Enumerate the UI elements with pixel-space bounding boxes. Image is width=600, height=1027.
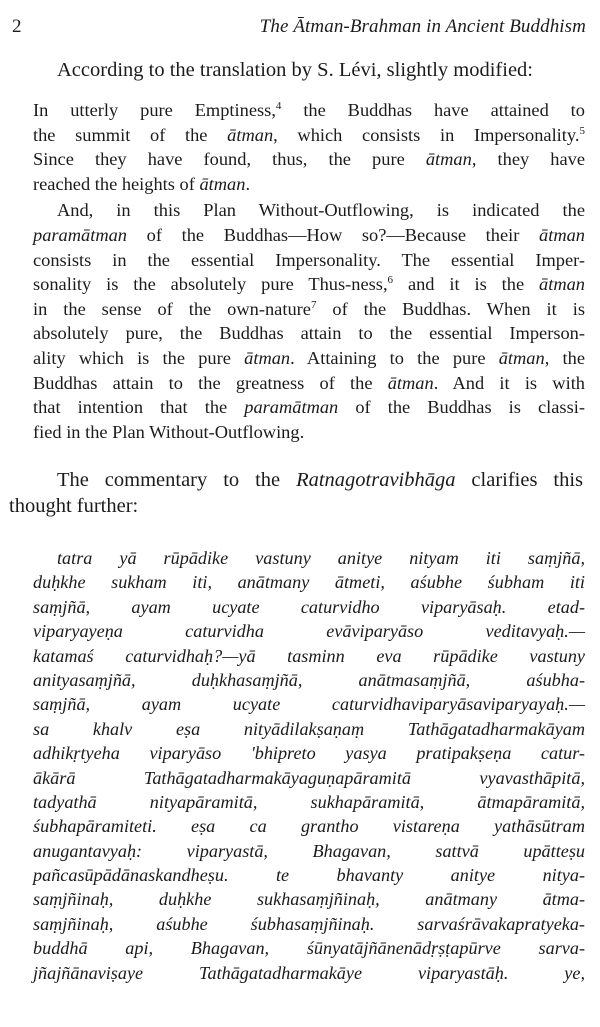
quote-paragraph-2 [33, 198, 585, 444]
intro-sentence: According to the translation by S. Lévi, slightly modified: [57, 59, 533, 81]
translation-quote [33, 98, 585, 446]
running-head [12, 14, 586, 40]
sanskrit-line: saṃjñinaḥ, aśubhe śubhasaṃjñinaḥ. sarvaśrāvakapratyeka- [33, 913, 585, 934]
footnote-marker[interactable]: 7 [310, 298, 317, 311]
text-line: the summit of the ātman, which consists in Impersonality.$^5$ [33, 124, 585, 145]
footnote-marker[interactable]: 5 [579, 124, 585, 137]
sanskrit-line: adhikṛtyeha viparyāso 'bhipreto yasya pratipakṣeṇa catur- [33, 743, 585, 764]
sanskrit-line: jñajñānaviṣaye Tathāgatadharmakāye viparyastāḥ. ye, [33, 962, 585, 983]
sanskrit-line: tatra yā rūpādike vastuny anitye nityam iti saṃjñā, [57, 548, 585, 568]
text-line: thought further: [9, 495, 139, 517]
text-line: ality which is the pure ātman. Attaining to the pure ātman, the [33, 347, 585, 368]
sanskrit-quotation [33, 546, 585, 985]
text-line: paramātman of the Buddhas—How so?—Because their ātman [33, 224, 585, 245]
sanskrit-line: tadyathā nityapāramitā, sukhapāramitā, ātmapāramitā, [33, 791, 585, 812]
quote-paragraph-1 [33, 98, 585, 196]
sanskrit-line: anugantavyaḥ: viparyastā, Bhagavan, sattvā upātteṣu [33, 840, 585, 861]
text-line: sonality is the absolutely pure Thus-ness,$^6$ and it is the ātman [33, 274, 585, 295]
text-line: that intention that the paramātman of the Buddhas is classi- [33, 397, 585, 418]
sanskrit-line: anityasaṃjñā, duḥkhasaṃjñā, anātmasaṃjñā, aśubha- [33, 669, 585, 690]
text-line: in the sense of the own-nature$^7$ of the Buddhas. When it is [33, 298, 585, 319]
sanskrit-line: buddhā api, Bhagavan, śūnyatājñānenādṛṣṭapūrve sarva- [33, 938, 585, 959]
running-title: The Ātman-Brahman in Ancient Buddhism [259, 16, 586, 37]
text-line: The commentary to the Ratnagotravibhāga clarifies this [57, 469, 583, 491]
text-line: Since they have found, thus, the pure ātman, they have [33, 149, 586, 170]
sanskrit-line: pañcasūpādānaskandheṣu. te bhavanty anitye nitya- [33, 865, 585, 886]
sanskrit-line: katamaś caturvidhaḥ?—yā tasminn eva rūpādike vastuny [33, 645, 585, 666]
sanskrit-line: saṃjñā, ayam ucyate caturvidhaviparyāsaviparyayaḥ.— [33, 694, 585, 715]
footnote-marker[interactable]: 6 [387, 274, 394, 287]
sanskrit-line: sa khalv eṣa nityādilakṣaṇaṃ Tathāgatadharmakāyam [33, 718, 585, 739]
text-line: fied in the Plan Without-Outflowing. [33, 421, 305, 442]
sanskrit-line: duḥkhe sukham iti, anātmany ātmeti, aśubhe śubham iti [33, 572, 585, 593]
text-line: absolutely pure, the Buddhas attain to the essential Imperson- [33, 323, 585, 344]
text-line: Buddhas attain to the greatness of the ātman. And it is with [33, 372, 586, 393]
sanskrit-line: saṃjñā, ayam ucyate caturvidho viparyāsaḥ. etad- [33, 596, 585, 617]
page-number: 2 [12, 16, 22, 37]
text-line: In utterly pure Emptiness,$^4$ the Buddhas have attained to [33, 100, 585, 120]
sanskrit-line: śubhapāramiteti. eṣa ca grantho vistareṇa yathāsūtram [33, 816, 585, 837]
footnote-marker[interactable]: 4 [275, 100, 282, 112]
text-line: consists in the essential Impersonality. The essential Imper- [33, 249, 585, 270]
text-line: reached the heights of ātman. [33, 173, 251, 194]
sanskrit-line: saṃjñinaḥ, duḥkhe sukhasaṃjñinaḥ, anātmany ātma- [33, 889, 585, 910]
sanskrit-line: ākārā Tathāgatadharmakāyaguṇapāramitā vyavasthāpitā, [33, 767, 585, 788]
sanskrit-line: viparyayeṇa caturvidha evāviparyāso veditavyaḥ.— [33, 621, 585, 642]
commentary-intro [9, 467, 583, 519]
text-line: And, in this Plan Without-Outflowing, is indicated the [57, 200, 585, 221]
